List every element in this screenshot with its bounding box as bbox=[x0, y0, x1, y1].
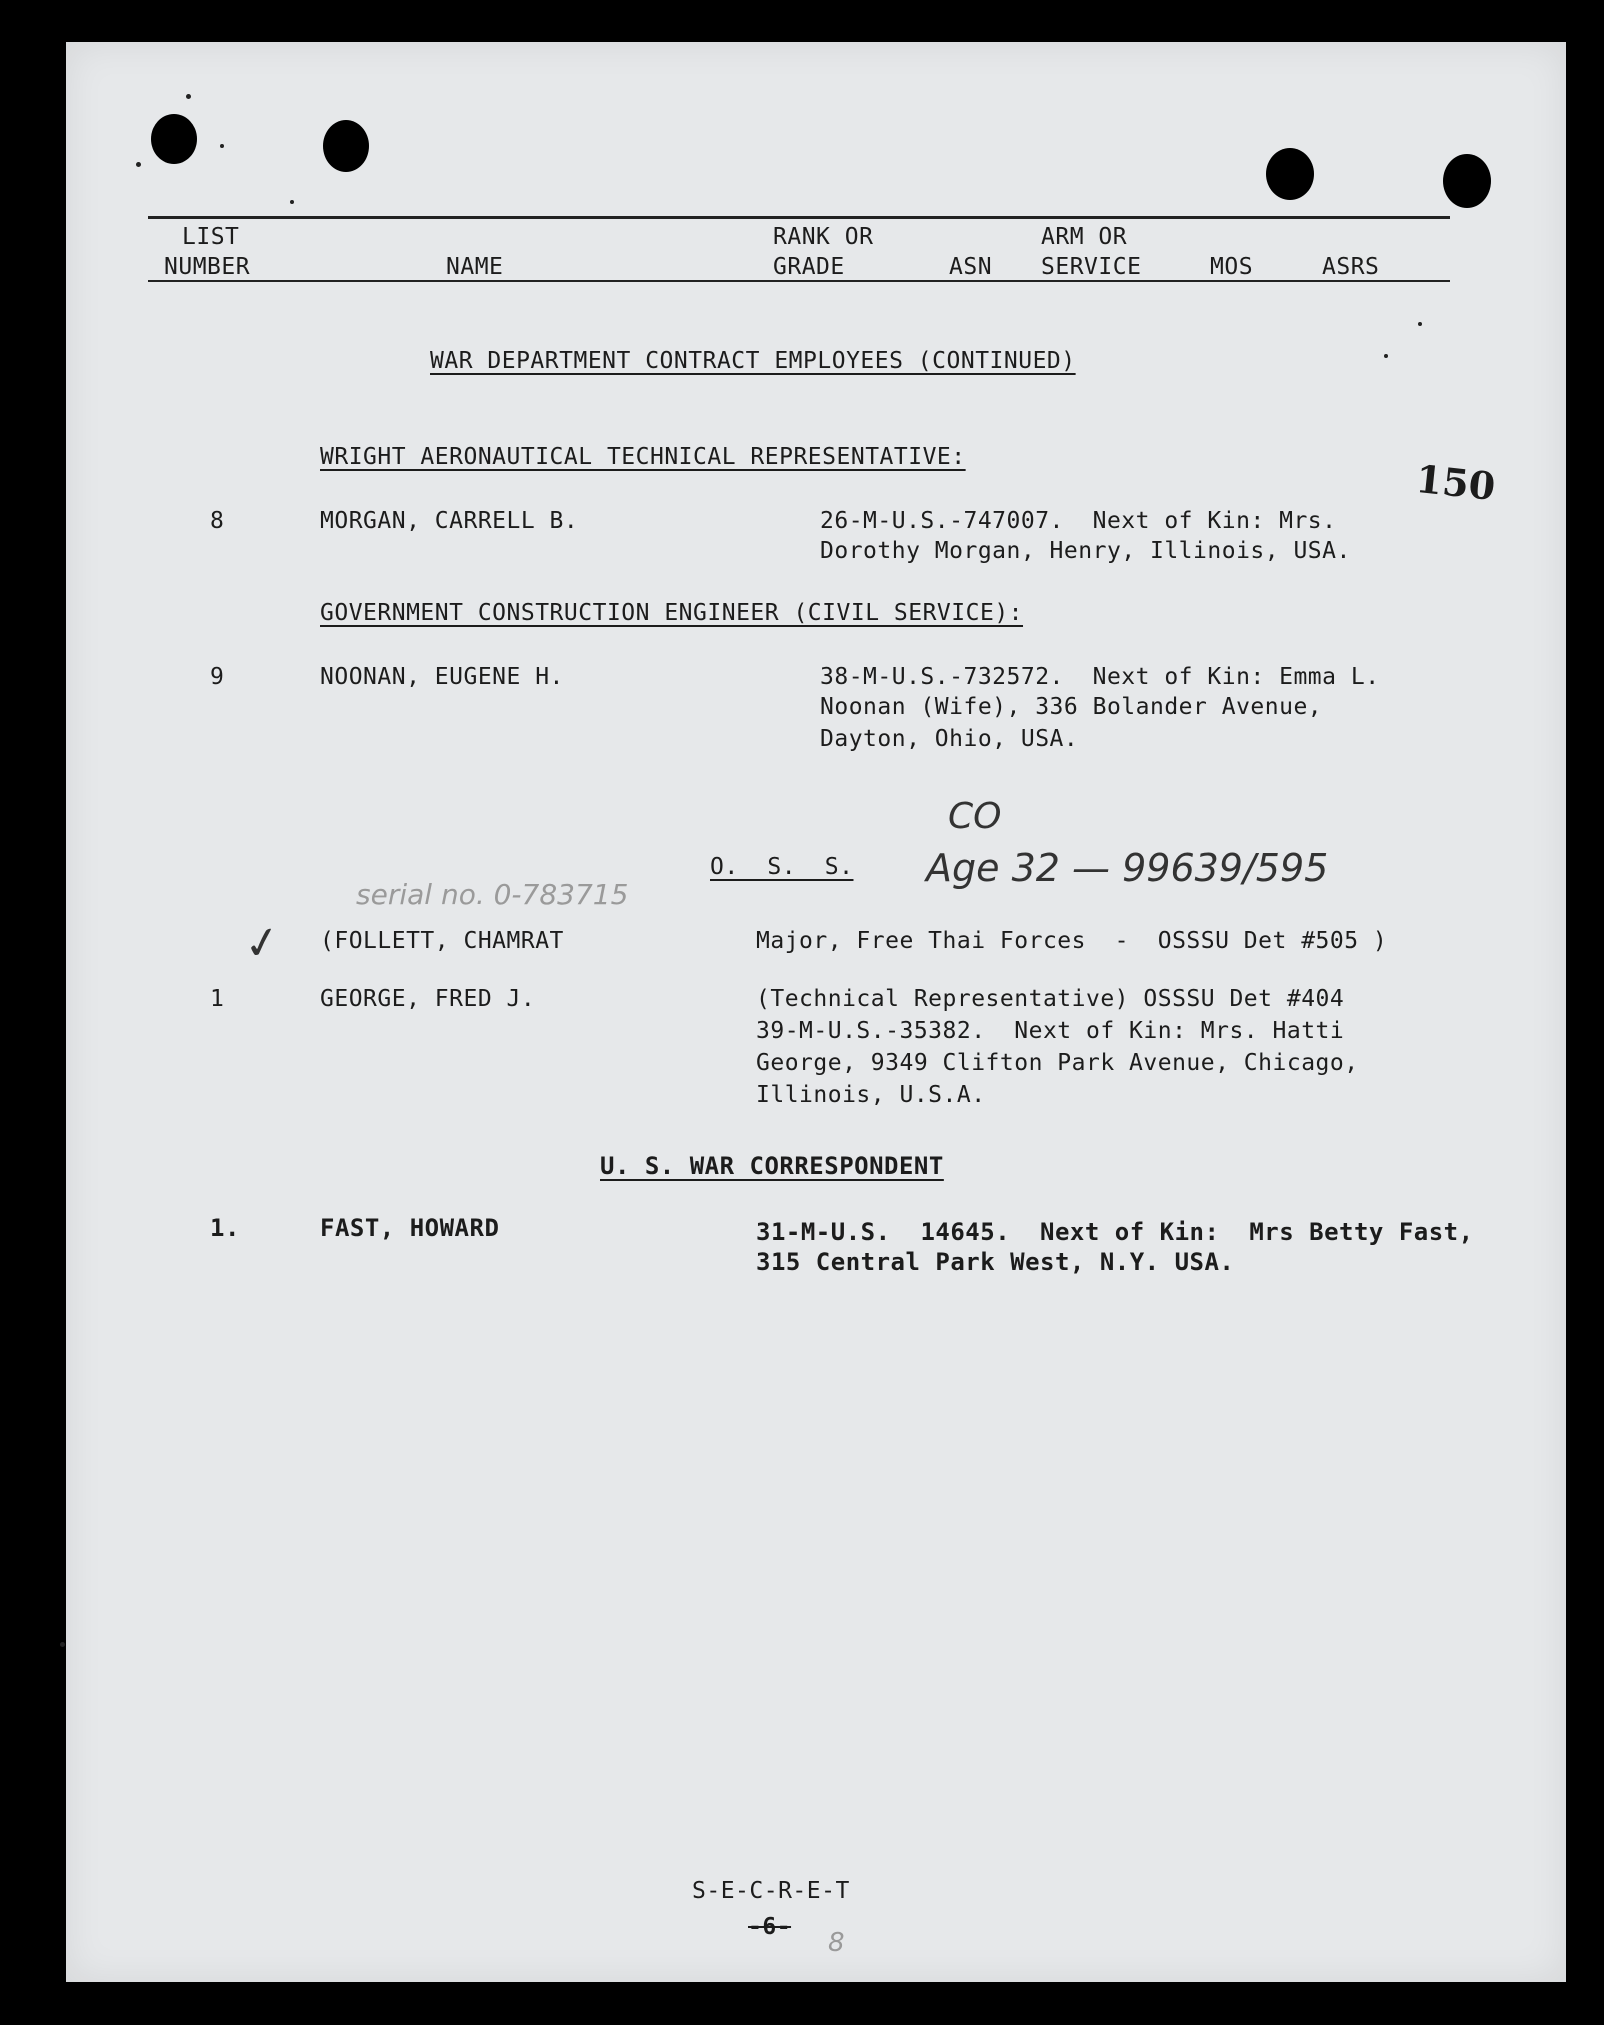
punch-hole bbox=[1266, 148, 1314, 200]
section-title: WAR DEPARTMENT CONTRACT EMPLOYEES (CONTINUED) bbox=[430, 348, 1076, 374]
entry-name: NOONAN, EUGENE H. bbox=[320, 664, 564, 690]
speck bbox=[136, 162, 141, 167]
follett-detail: Major, Free Thai Forces - OSSSU Det #505 ) bbox=[756, 928, 1388, 954]
header-arm: ARM OR bbox=[1041, 224, 1128, 250]
entry-name: GEORGE, FRED J. bbox=[320, 986, 536, 1012]
entry-detail: Dorothy Morgan, Henry, Illinois, USA. bbox=[820, 538, 1351, 564]
speck bbox=[290, 200, 294, 204]
oss-heading: O. S. S. bbox=[710, 854, 854, 880]
header-bottom-rule bbox=[148, 280, 1450, 282]
entry-name: FAST, HOWARD bbox=[320, 1214, 500, 1242]
classification-marking: S-E-C-R-E-T bbox=[692, 1878, 850, 1904]
document-page bbox=[66, 42, 1566, 1982]
entry-number: 9 bbox=[210, 664, 225, 690]
entry-detail: 315 Central Park West, N.Y. USA. bbox=[756, 1248, 1235, 1276]
entry-number: 8 bbox=[210, 508, 225, 534]
speck bbox=[1384, 354, 1388, 358]
punch-hole bbox=[323, 120, 369, 172]
entry-detail: (Technical Representative) OSSSU Det #404 bbox=[756, 986, 1345, 1012]
group-heading: WRIGHT AERONAUTICAL TECHNICAL REPRESENTATIVE: bbox=[320, 444, 966, 470]
speck bbox=[60, 1642, 65, 1647]
header-service: SERVICE bbox=[1041, 254, 1142, 280]
speck bbox=[1418, 322, 1422, 326]
entry-detail: 38-M-U.S.-732572. Next of Kin: Emma L. bbox=[820, 664, 1380, 690]
entry-detail: 26-M-U.S.-747007. Next of Kin: Mrs. bbox=[820, 508, 1337, 534]
handwritten-co: CO bbox=[948, 796, 1002, 837]
entry-number: 1 bbox=[210, 986, 225, 1012]
entry-detail: Illinois, U.S.A. bbox=[756, 1082, 986, 1108]
entry-detail: George, 9349 Clifton Park Avenue, Chicago, bbox=[756, 1050, 1359, 1076]
handwritten-page: 8 bbox=[828, 1928, 845, 1958]
page-number: -6- bbox=[748, 1914, 792, 1940]
header-rank: RANK OR bbox=[773, 224, 874, 250]
correspondent-heading: U. S. WAR CORRESPONDENT bbox=[600, 1152, 944, 1180]
header-list: LIST bbox=[182, 224, 240, 250]
entry-name: MORGAN, CARRELL B. bbox=[320, 508, 579, 534]
page-stamp: 150 bbox=[1413, 455, 1498, 510]
handwritten-age: Age 32 — 99639/595 bbox=[926, 846, 1329, 890]
header-name: NAME bbox=[446, 254, 504, 280]
entry-detail: 39-M-U.S.-35382. Next of Kin: Mrs. Hatti bbox=[756, 1018, 1345, 1044]
entry-detail: Dayton, Ohio, USA. bbox=[820, 726, 1079, 752]
entry-detail: Noonan (Wife), 336 Bolander Avenue, bbox=[820, 694, 1323, 720]
header-asrs: ASRS bbox=[1322, 254, 1380, 280]
follett-name: (FOLLETT, CHAMRAT bbox=[320, 928, 564, 954]
header-grade: GRADE bbox=[773, 254, 845, 280]
header-mos: MOS bbox=[1210, 254, 1254, 280]
check-mark: ✓ bbox=[239, 915, 286, 972]
punch-hole bbox=[151, 114, 197, 164]
header-top-rule bbox=[148, 216, 1450, 219]
entry-number: 1. bbox=[210, 1214, 240, 1242]
entry-detail: 31-M-U.S. 14645. Next of Kin: Mrs Betty Fast, bbox=[756, 1218, 1474, 1246]
header-number: NUMBER bbox=[164, 254, 251, 280]
speck bbox=[186, 94, 191, 99]
speck bbox=[220, 144, 224, 148]
handwritten-serial: serial no. 0-783715 bbox=[356, 878, 629, 911]
punch-hole bbox=[1443, 154, 1491, 208]
group-heading: GOVERNMENT CONSTRUCTION ENGINEER (CIVIL SERVICE): bbox=[320, 600, 1024, 626]
header-asn: ASN bbox=[949, 254, 993, 280]
